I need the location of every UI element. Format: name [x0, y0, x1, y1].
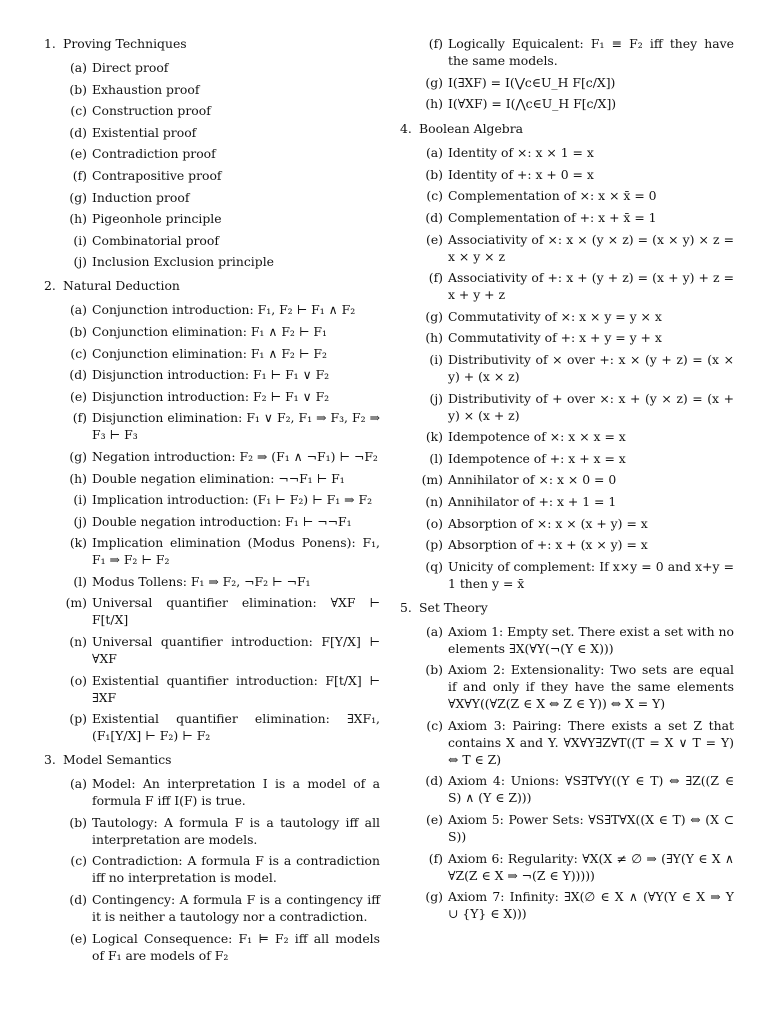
item-label: (h)	[425, 96, 443, 112]
item-text: Identity of +: x + 0 = x	[448, 166, 594, 182]
section-number: 2.	[44, 278, 56, 294]
item-label: (a)	[69, 60, 87, 75]
item-list	[400, 144, 734, 592]
list-item	[44, 81, 380, 98]
item-text: Idempotence of ×: x × x = x	[448, 429, 626, 445]
item-text: Model: An interpretation I is a model of a formula F iff I(F) is true.	[92, 776, 380, 809]
list-item	[400, 493, 734, 510]
item-text: Distributivity of + over ×: x + (y × z) = (x + y) × (x + z)	[448, 390, 734, 423]
item-text: Contradiction proof	[92, 146, 216, 162]
item-text: Associativity of +: x + (y + z) = (x + y) + z = x + y + z	[448, 270, 734, 303]
list-item	[400, 209, 734, 226]
item-list	[44, 301, 380, 744]
list-item	[400, 558, 734, 592]
left-column	[44, 35, 380, 971]
item-text: Disjunction introduction: F₂ ⊢ F₁ ∨ F₂	[92, 388, 330, 404]
item-text: Conjunction elimination: F₁ ∧ F₂ ⊢ F₁	[92, 323, 327, 339]
item-label: (l)	[429, 450, 443, 466]
list-item	[400, 35, 734, 69]
item-label: (c)	[426, 717, 443, 733]
section-heading	[44, 35, 380, 52]
list-item	[400, 95, 734, 112]
list-item	[44, 145, 380, 162]
item-label: (c)	[426, 188, 443, 204]
item-label: (b)	[425, 166, 443, 182]
item-label: (a)	[69, 302, 87, 318]
item-label: (a)	[425, 623, 443, 639]
section-proving-techniques	[44, 35, 380, 270]
section-number: 3.	[44, 752, 56, 768]
section-set-theory	[400, 599, 734, 923]
list-item	[400, 428, 734, 445]
item-label: (b)	[69, 323, 87, 339]
item-label: (j)	[73, 513, 87, 529]
item-text: Double negation introduction: F₁ ⊢ ¬¬F₁	[92, 513, 352, 529]
list-item	[400, 166, 734, 183]
section-heading	[400, 599, 734, 616]
item-label: (i)	[73, 492, 87, 508]
item-text: Contrapositive proof	[92, 167, 222, 183]
item-text: Conjunction introduction: F₁, F₂ ⊢ F₁ ∧ F₂	[92, 302, 356, 318]
list-item	[400, 269, 734, 303]
list-item	[400, 329, 734, 346]
section-heading	[44, 751, 380, 768]
item-text: Associativity of ×: x × (y × z) = (x × y) × z = x × y × z	[448, 231, 734, 264]
list-item	[44, 710, 380, 744]
item-label: (e)	[425, 812, 443, 828]
list-item	[44, 59, 380, 76]
item-label: (g)	[425, 308, 443, 324]
item-text: Direct proof	[92, 60, 169, 75]
item-label: (m)	[421, 472, 443, 488]
list-item	[44, 534, 380, 568]
item-text: Axiom 1: Empty set. There exist a set with no elements ∃X(∀Y(¬(Y ∈ X)))	[448, 623, 734, 656]
item-label: (e)	[69, 146, 87, 162]
section-number: 1.	[44, 36, 56, 51]
list-item	[44, 513, 380, 530]
item-label: (d)	[69, 124, 87, 140]
list-item	[44, 253, 380, 270]
list-item	[400, 450, 734, 467]
item-label: (p)	[425, 537, 443, 553]
list-item	[400, 623, 734, 657]
item-text: Absorption of ×: x × (x + y) = x	[448, 515, 648, 531]
item-label: (b)	[69, 81, 87, 97]
item-text: Axiom 7: Infinity: ∃X(∅ ∈ X ∧ (∀Y(Y ∈ X ⇒ Y ∪ {Y} ∈ X)))	[448, 889, 734, 922]
list-item	[44, 345, 380, 362]
item-label: (d)	[425, 773, 443, 789]
list-item	[44, 775, 380, 809]
item-text: Axiom 3: Pairing: There exists a set Z that contains X and Y. ∀X∀Y∃Z∀T((T = X ∨ T = Y) ⇔ T ∈ Z)	[448, 717, 734, 767]
item-text: Construction proof	[92, 103, 211, 119]
item-label: (g)	[69, 189, 87, 205]
item-label: (f)	[428, 850, 443, 866]
section-model-semantics	[44, 751, 380, 963]
item-text: Axiom 4: Unions: ∀S∃T∀Y((Y ∈ T) ⇔ ∃Z((Z ∈ S) ∧ (Y ∈ Z)))	[448, 773, 734, 806]
item-text: Disjunction introduction: F₁ ⊢ F₁ ∨ F₂	[92, 367, 330, 383]
list-item	[44, 388, 380, 405]
section-title: Boolean Algebra	[419, 121, 524, 137]
list-item	[44, 301, 380, 318]
list-item	[400, 811, 734, 845]
item-label: (f)	[72, 167, 87, 183]
list-item	[44, 210, 380, 227]
section-heading	[400, 120, 734, 137]
item-text: Exhaustion proof	[92, 81, 200, 97]
list-item	[44, 189, 380, 206]
item-text: Annihilator of +: x + 1 = 1	[448, 493, 617, 509]
item-text: Logical Consequence: F₁ ⊨ F₂ iff all models of F₁ are models of F₂	[92, 930, 380, 963]
item-text: Modus Tollens: F₁ ⇒ F₂, ¬F₂ ⊢ ¬F₁	[92, 573, 311, 589]
item-text: I(∀XF) = I(⋀c∈U_H F[c/X])	[448, 96, 617, 112]
item-label: (j)	[73, 254, 87, 270]
item-text: Axiom 5: Power Sets: ∀S∃T∀X((X ∈ T) ⇔ (X ⊂ S))	[448, 812, 734, 845]
item-label: (c)	[70, 345, 87, 361]
item-text: Universal quantifier elimination: ∀XF ⊢ F[t/X]	[92, 595, 380, 628]
list-item	[44, 409, 380, 443]
section-title: Proving Techniques	[63, 36, 187, 51]
list-item	[44, 167, 380, 184]
list-item	[400, 74, 734, 91]
item-label: (g)	[425, 889, 443, 905]
section-heading	[44, 277, 380, 294]
section-number: 4.	[400, 121, 412, 137]
item-label: (n)	[425, 493, 443, 509]
section-number: 5.	[400, 599, 412, 615]
item-label: (e)	[69, 388, 87, 404]
item-text: Identity of ×: x × 1 = x	[448, 145, 594, 161]
list-item	[400, 772, 734, 806]
item-label: (n)	[69, 634, 87, 650]
item-label: (h)	[69, 470, 87, 486]
item-list	[44, 775, 380, 963]
item-text: Complementation of +: x + x̄ = 1	[448, 209, 657, 225]
list-item	[400, 661, 734, 712]
item-label: (b)	[425, 662, 443, 678]
right-sections	[400, 120, 734, 922]
item-label: (e)	[69, 930, 87, 946]
section-title: Set Theory	[419, 599, 488, 615]
section-title: Model Semantics	[63, 752, 172, 768]
list-item	[400, 471, 734, 488]
list-item	[44, 491, 380, 508]
item-text: Annihilator of ×: x × 0 = 0	[448, 472, 617, 488]
item-label: (c)	[70, 103, 87, 119]
item-label: (q)	[425, 558, 443, 574]
list-item	[44, 930, 380, 964]
list-item	[400, 717, 734, 768]
item-list	[44, 59, 380, 270]
item-label: (f)	[428, 36, 443, 51]
item-text: Implication elimination (Modus Ponens): F₁, F₁ ⇒ F₂ ⊢ F₂	[92, 535, 380, 568]
item-text: Universal quantifier introduction: F[Y/X] ⊢ ∀XF	[92, 634, 380, 667]
list-item	[400, 308, 734, 325]
list-item	[400, 144, 734, 161]
item-label: (h)	[425, 330, 443, 346]
section-natural-deduction	[44, 277, 380, 744]
item-label: (a)	[69, 776, 87, 792]
list-item	[44, 102, 380, 119]
item-label: (o)	[425, 515, 443, 531]
item-label: (f)	[428, 270, 443, 286]
item-label: (j)	[429, 390, 443, 406]
section-boolean-algebra	[400, 120, 734, 592]
item-label: (p)	[69, 711, 87, 727]
item-label: (i)	[73, 232, 87, 248]
list-item	[400, 187, 734, 204]
item-text: Unicity of complement: If x×y = 0 and x+y = 1 then y = x̄	[448, 558, 734, 591]
item-text: Inclusion Exclusion principle	[92, 254, 274, 270]
item-label: (o)	[69, 672, 87, 688]
item-text: Axiom 2: Extensionality: Two sets are equal if and only if they have the same elements ∀X∀Y((∀Z(Z ∈ X ⇔ Z ∈ Y)) ⇔ X = Y)	[448, 662, 734, 712]
item-text: Conjunction elimination: F₁ ∧ F₂ ⊢ F₂	[92, 345, 327, 361]
item-label: (c)	[70, 853, 87, 869]
item-text: Contingency: A formula F is a contingency iff it is neither a tautology nor a contradiction.	[92, 892, 380, 925]
item-label: (m)	[65, 595, 87, 611]
item-text: Double negation elimination: ¬¬F₁ ⊢ F₁	[92, 470, 345, 486]
item-text: Axiom 6: Regularity: ∀X(X ≠ ∅ ⇒ (∃Y(Y ∈ X ∧ ∀Z(Z ∈ X ⇒ ¬(Z ∈ Y)))))	[448, 850, 734, 883]
item-label: (k)	[69, 535, 87, 551]
item-text: Idempotence of +: x + x = x	[448, 450, 626, 466]
item-label: (i)	[429, 351, 443, 367]
item-label: (d)	[69, 367, 87, 383]
item-text: Contradiction: A formula F is a contradiction iff no interpretation is model.	[92, 853, 380, 886]
list-item	[400, 888, 734, 922]
item-label: (b)	[69, 814, 87, 830]
list-item	[44, 323, 380, 340]
continued-model-semantics-list	[400, 35, 734, 112]
item-label: (g)	[69, 448, 87, 464]
right-column	[400, 35, 734, 929]
item-text: Disjunction elimination: F₁ ∨ F₂, F₁ ⇒ F₃, F₂ ⇒ F₃ ⊢ F₃	[92, 410, 380, 443]
item-text: Existential quantifier elimination: ∃XF₁, (F₁[Y/X] ⊢ F₂) ⊢ F₂	[92, 711, 380, 744]
list-item	[400, 536, 734, 553]
item-text: Existential proof	[92, 124, 197, 140]
list-item	[44, 448, 380, 465]
list-item	[44, 633, 380, 667]
item-text: Negation introduction: F₂ ⇒ (F₁ ∧ ¬F₁) ⊢ ¬F₂	[92, 448, 378, 464]
list-item	[400, 390, 734, 424]
list-item	[44, 672, 380, 706]
list-item	[44, 594, 380, 628]
item-text: Induction proof	[92, 189, 190, 205]
item-label: (h)	[69, 211, 87, 227]
list-item	[44, 573, 380, 590]
item-text: Pigeonhole principle	[92, 211, 222, 227]
list-item	[44, 470, 380, 487]
section-title: Natural Deduction	[63, 278, 180, 294]
list-item	[44, 124, 380, 141]
item-label: (e)	[425, 231, 443, 247]
item-text: Combinatorial proof	[92, 232, 219, 248]
item-text: Commutativity of ×: x × y = y × x	[448, 308, 662, 324]
item-label: (g)	[425, 74, 443, 90]
item-label: (d)	[425, 209, 443, 225]
item-text: Complementation of ×: x × x̄ = 0	[448, 188, 657, 204]
item-label: (l)	[73, 573, 87, 589]
list-item	[400, 351, 734, 385]
item-text: Implication introduction: (F₁ ⊢ F₂) ⊢ F₁ ⇒ F₂	[92, 492, 373, 508]
item-list	[400, 623, 734, 923]
item-text: Tautology: A formula F is a tautology iff all interpretation are models.	[92, 814, 380, 847]
item-label: (f)	[72, 410, 87, 426]
item-text: Commutativity of +: x + y = y + x	[448, 330, 662, 346]
list-item	[400, 850, 734, 884]
list-item	[44, 852, 380, 886]
item-text: Distributivity of × over +: x × (y + z) = (x × y) + (x × z)	[448, 351, 734, 384]
list-item	[44, 366, 380, 383]
list-item	[400, 231, 734, 265]
item-label: (a)	[425, 145, 443, 161]
item-label: (k)	[425, 429, 443, 445]
list-item	[44, 232, 380, 249]
list-item	[44, 814, 380, 848]
item-text: Absorption of +: x + (x × y) = x	[448, 537, 648, 553]
item-text: I(∃XF) = I(⋁c∈U_H F[c/X])	[448, 74, 616, 90]
list-item	[44, 891, 380, 925]
item-label: (d)	[69, 892, 87, 908]
list-item	[400, 515, 734, 532]
item-text: Existential quantifier introduction: F[t/X] ⊢ ∃XF	[92, 672, 380, 705]
item-text: Logically Equicalent: F₁ ≡ F₂ iff they have the same models.	[448, 36, 734, 68]
